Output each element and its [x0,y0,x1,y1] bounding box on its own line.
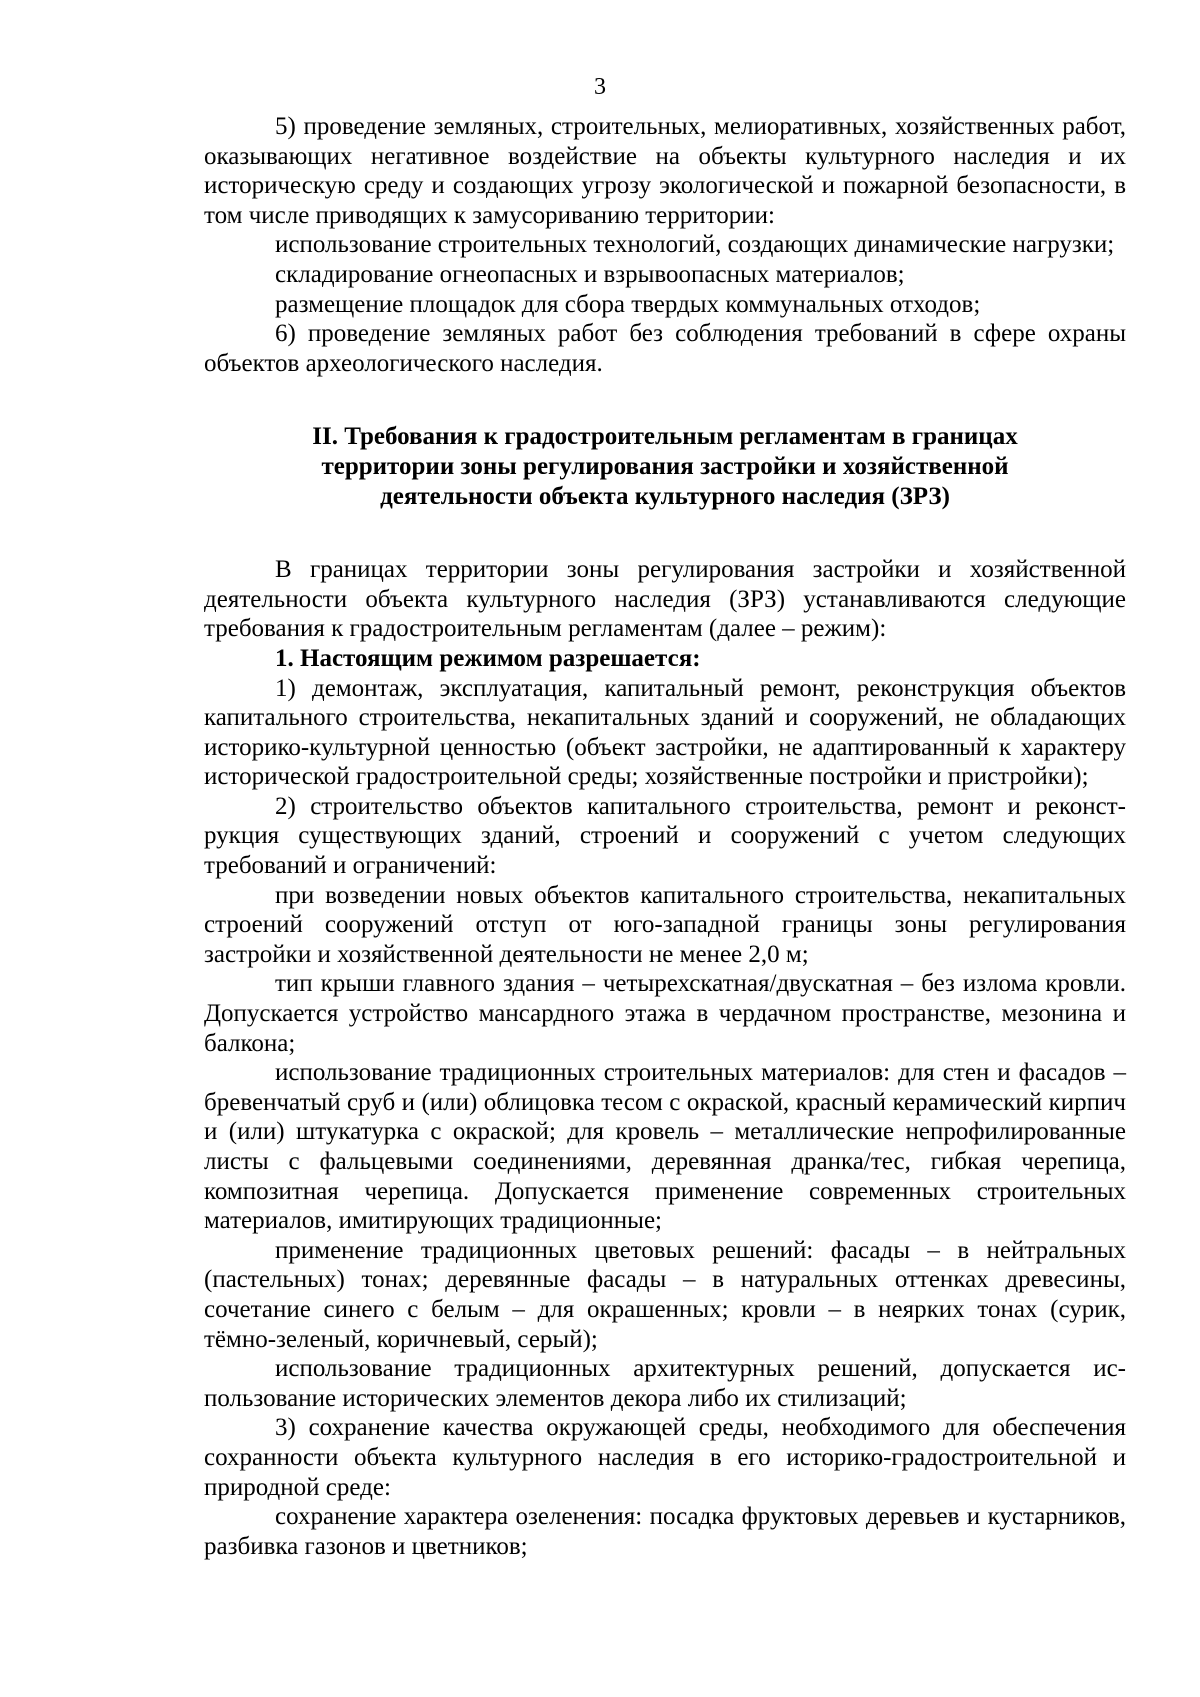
paragraph-greenery: сохранение характера озеленения: посадка фруктовых деревьев и кустарников, разбивка газонов и цветников; [204,1503,1126,1560]
section-heading-line-2: территории зоны регулирования застройки и хозяйственной [321,452,1009,480]
paragraph-materials: использование традиционных строительных материалов: для стен и фасадов – бревенчатый сруб и (или) облицовка тесом с окраской, красный керамический кирпич и (или) штукатурка с окраской; для кровель – металлические непрофилированные листы с фальцевыми соединениями, деревянная дранка/тес, гибкая черепица, композитная черепица. Допускается применение современных строительных материалов, имитирующих традиционные; [204,1059,1126,1235]
paragraph-roof-type: тип крыши главного здания – четырехскатная/двускатная – без излома кровли. Допускается устройство мансардного этажа в чердачном пространстве, мезонина и балкона; [204,970,1126,1057]
paragraph-item-5: 5) проведение земляных, строительных, мелиоративных, хозяйственных работ, оказывающих негативное воздействие на объекты культурного наследия и их историческую среду и создающих угрозу экологической и пожарной безопасности, в том числе приводящих к замусориванию территории: [204,113,1126,229]
paragraph-allowed-1: 1) демонтаж, эксплуатация, капитальный ремонт, реконструкция объектов капитального строительства, некапитальных зданий и сооружений, не обладающих историко-культурной ценностью (объект застройки, не адаптированный к характеру исторической градостроительной среды; хозяйственные постройки и пристройки); [204,674,1126,791]
paragraph-dynamic-loads: использование строительных технологий, создающих динамические нагрузки; [275,231,1115,259]
paragraph-allowed-3: 3) сохранение качества окружающей среды, необходимого для обеспечения сохранности объекта культурного наследия в его историко-градостроительной и природной среде: [204,1414,1126,1501]
section-heading-line-3: деятельности объекта культурного наследия (ЗРЗ) [380,482,950,510]
section-heading-line-1: II. Требования к градостроительным регламентам в границах [312,423,1018,451]
paragraph-storage-materials: складирование огнеопасных и взрывоопасных материалов; [275,260,905,288]
document-body [204,112,1126,1561]
subheading-allowed: 1. Настоящим режимом разрешается: [275,644,701,672]
paragraph-waste-sites: размещение площадок для сбора твердых коммунальных отходов; [275,290,981,318]
paragraph-allowed-2: 2) строительство объектов капитального строительства, ремонт и реконструкция существующих зданий, строений и сооружений с учетом следующих требований и ограничений: [204,792,1126,880]
paragraph-setback: при возведении новых объектов капитального строительства, некапитальных строений сооружений отступ от юго-западной границы зоны регулирования застройки и хозяйственной деятельности не менее 2,0 м; [204,881,1126,968]
page-number: 3 [594,74,606,100]
intro-paragraph: В границах территории зоны регулирования застройки и хозяйственной деятельности объекта культурного наследия (ЗРЗ) устанавливаются следующие требования к градостроительным регламентам (далее – режим): [204,556,1126,643]
paragraph-item-6: 6) проведение земляных работ без соблюдения требований в сфере охраны объектов археологического наследия. [204,320,1126,377]
section-heading [204,422,1126,511]
paragraph-colors: применение традиционных цветовых решений: фасады – в нейтральных (пастельных) тонах; деревянные фасады – в натуральных оттенках древесины, сочетание синего с белым – для окрашенных; кровли – в неярких тонах (сурик, тёмно-зеленый, коричневый, серый); [204,1236,1126,1353]
paragraph-architecture: использование традиционных архитектурных решений, допускается использование исторических элементов декора либо их стилизаций; [204,1355,1126,1412]
